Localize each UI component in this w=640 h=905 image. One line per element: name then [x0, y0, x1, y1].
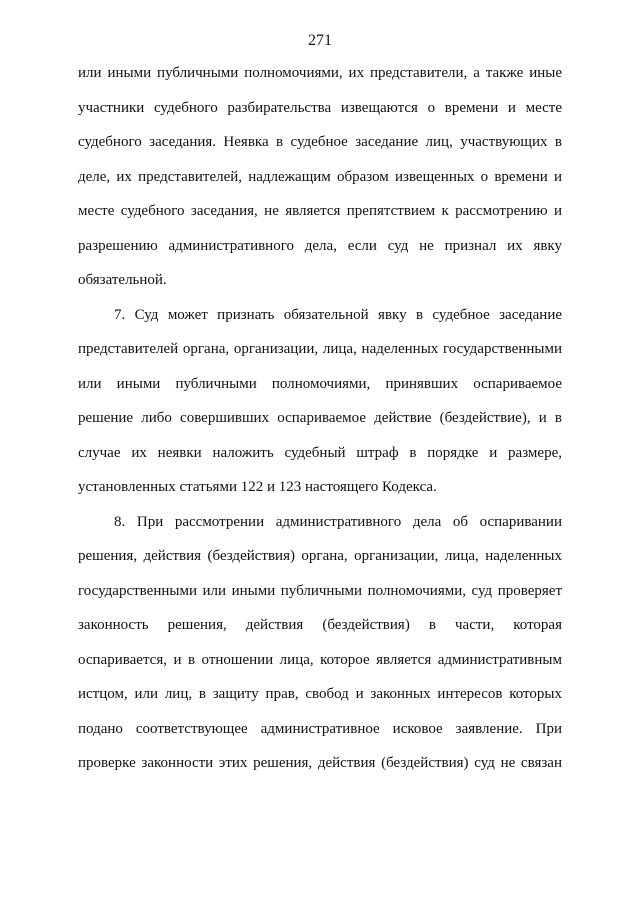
text-line: решение либо совершивших оспариваемое действие (бездействие), и в [78, 410, 562, 426]
text-line: установленных статьями 122 и 123 настоящего Кодекса. [78, 479, 437, 495]
text-line: государственными или иными публичными полномочиями, суд проверяет [78, 582, 562, 599]
text-line: или иными публичными полномочиями, принявших оспариваемое [78, 375, 562, 392]
page-number: 271 [308, 32, 332, 49]
text-line: 7. Суд может признать обязательной явку в судебное заседание [114, 306, 562, 323]
text-line: представителей органа, организации, лица, наделенных государственными [78, 341, 562, 357]
text-line: истцом, или лиц, в защиту прав, свобод и законных интересов которых [78, 686, 562, 702]
text-line: или иными публичными полномочиями, их представители, а также иные [78, 65, 562, 81]
document-body [78, 56, 562, 781]
text-line: законность решения, действия (бездействия) в части, которая [78, 617, 562, 633]
text-line: подано соответствующее административное исковое заявление. При [78, 720, 562, 737]
text-line: оспаривается, и в отношении лица, которое является административным [78, 651, 562, 668]
text-line: случае их неявки наложить судебный штраф в порядке и размере, [78, 444, 562, 461]
text-line: 8. При рассмотрении административного дела об оспаривании [114, 513, 562, 530]
text-line: судебного заседания. Неявка в судебное заседание лиц, участвующих в [78, 134, 562, 150]
text-line: месте судебного заседания, не является препятствием к рассмотрению и [78, 203, 562, 219]
text-line: деле, их представителей, надлежащим образом извещенных о времени и [78, 168, 562, 185]
paragraph-item-7 [78, 298, 562, 505]
text-line: проверке законности этих решения, действия (бездействия) суд не связан [78, 755, 562, 771]
text-line: разрешению административного дела, если суд не признал их явку [78, 237, 562, 254]
text-line: обязательной. [78, 272, 167, 288]
paragraph-continuation [78, 56, 562, 298]
text-line: участники судебного разбирательства извещаются о времени и месте [78, 99, 562, 116]
text-line: решения, действия (бездействия) органа, организации, лица, наделенных [78, 548, 562, 564]
paragraph-item-8 [78, 505, 562, 781]
